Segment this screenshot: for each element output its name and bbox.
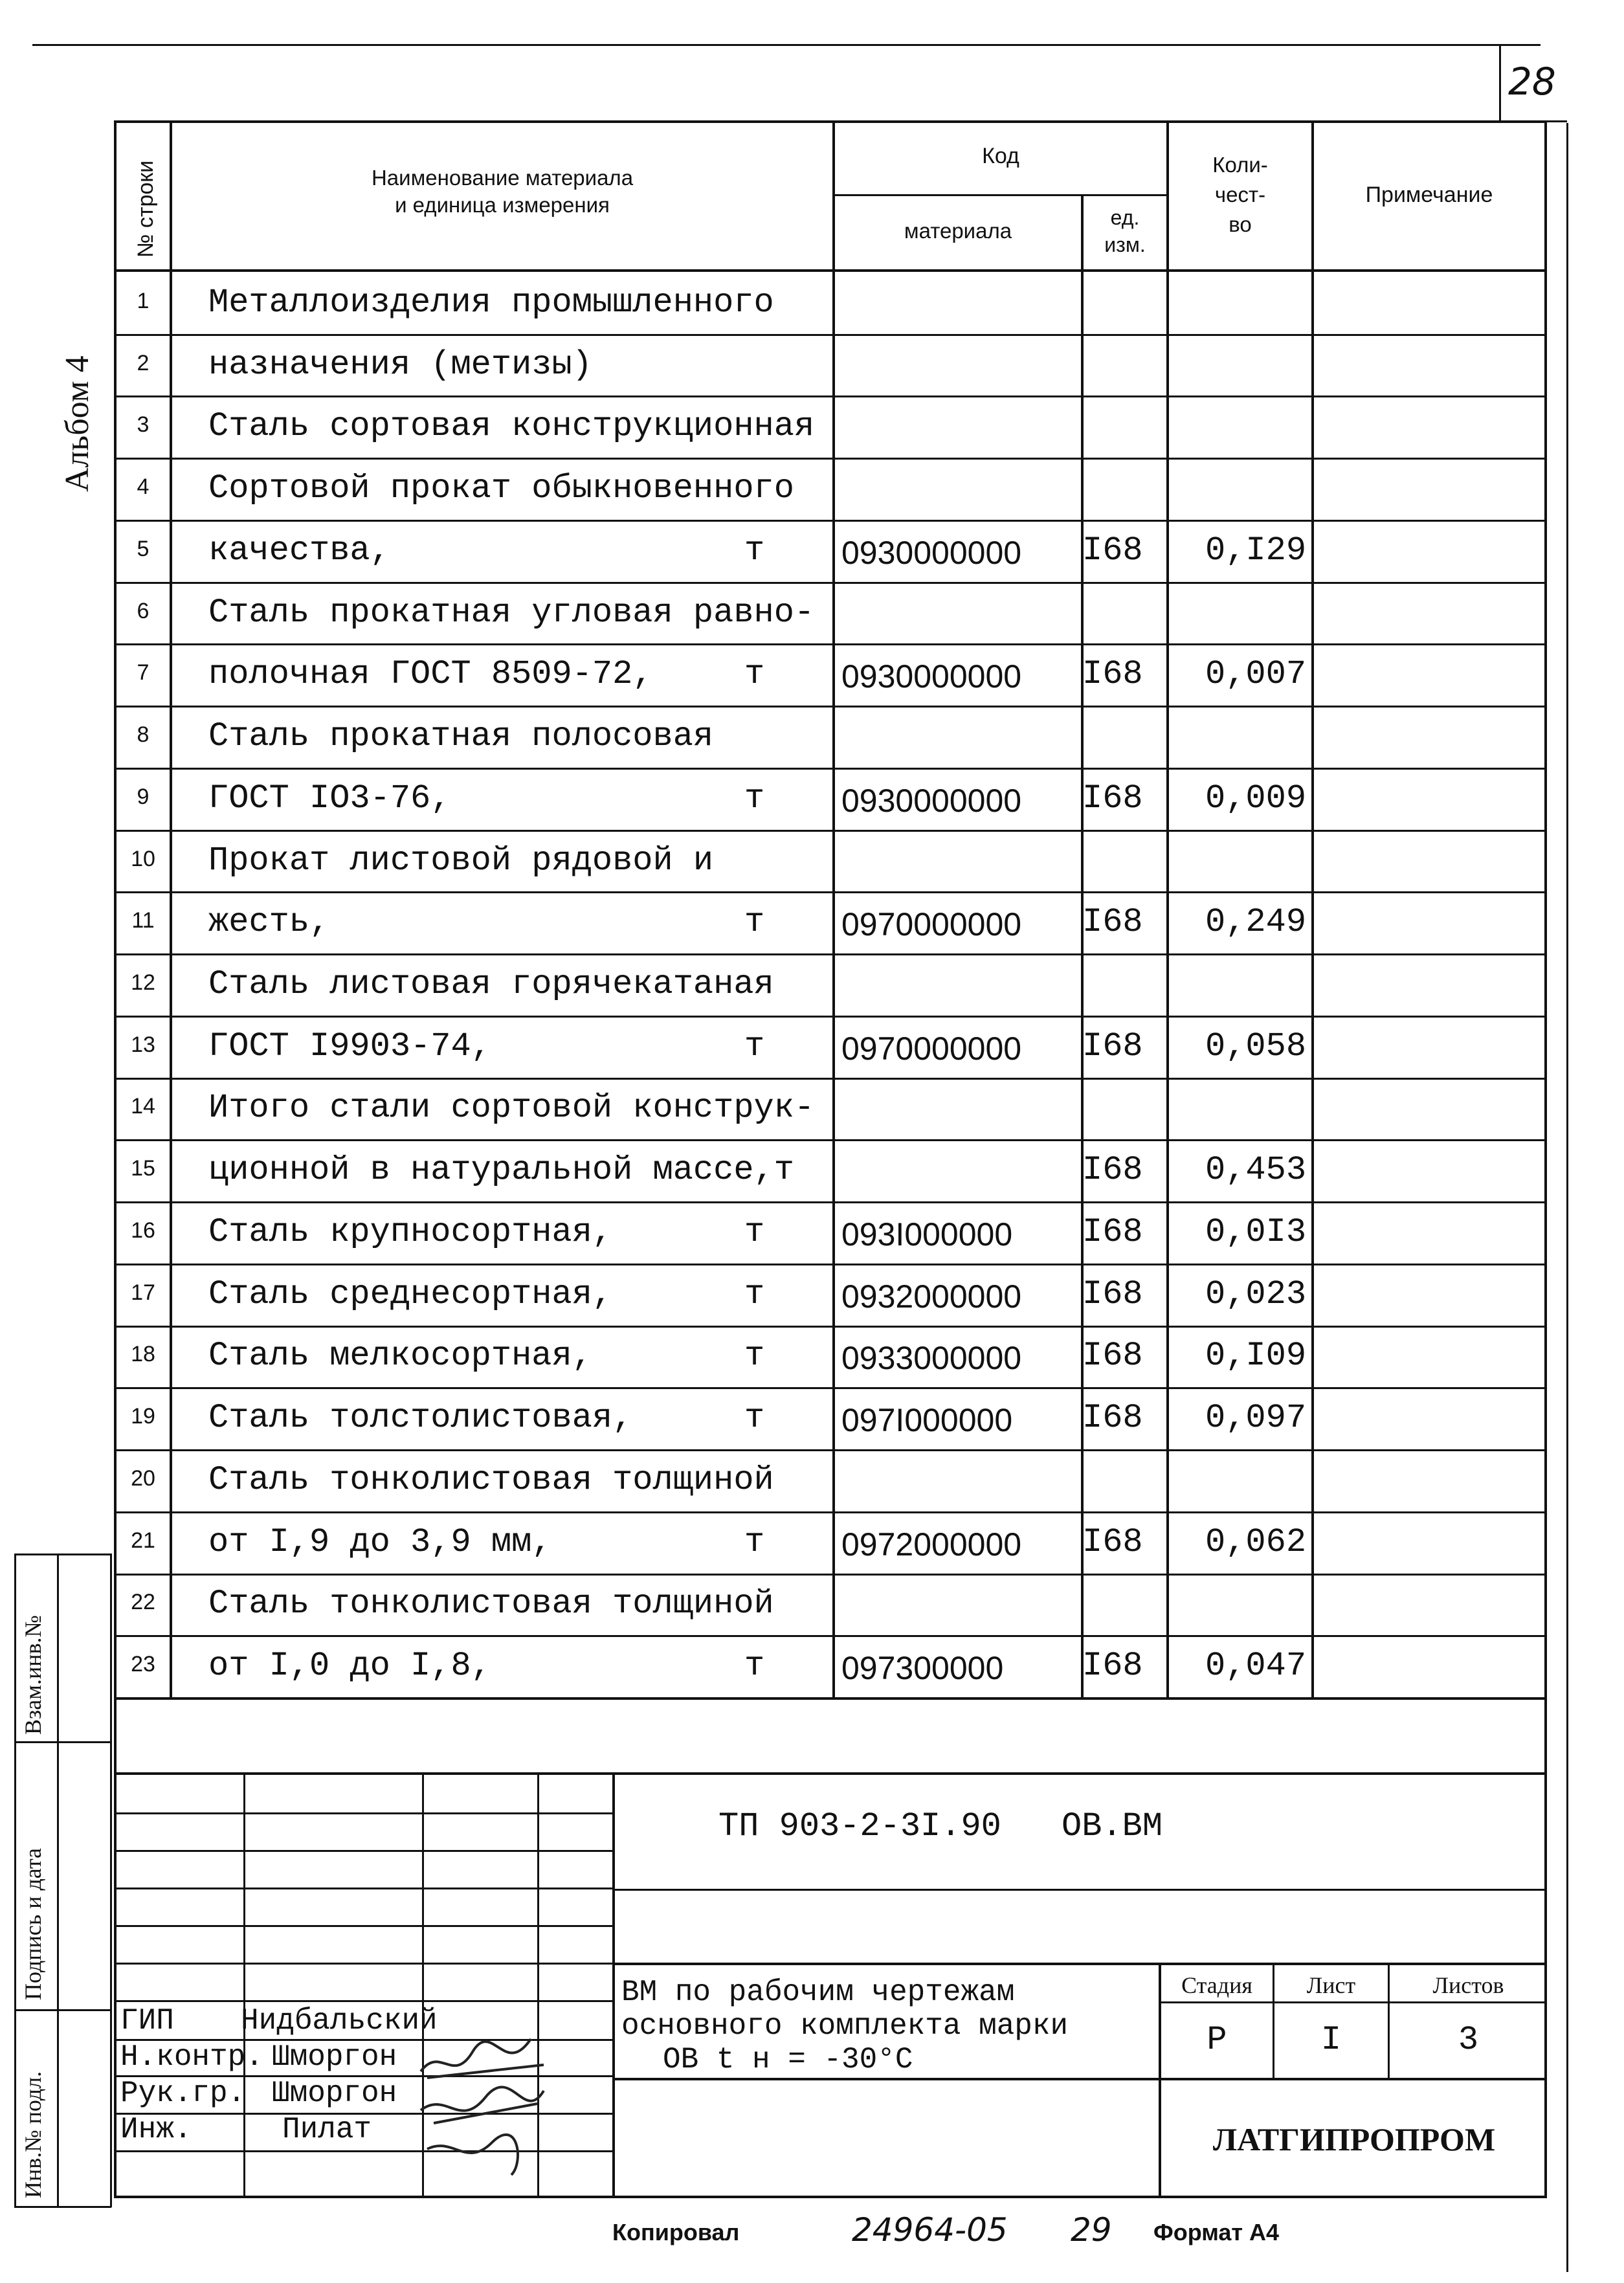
- row-divider: [114, 334, 1547, 336]
- row-divider: [114, 953, 1547, 955]
- signatures-icon: [414, 2026, 563, 2181]
- row-name: назначения (метизы): [208, 345, 592, 384]
- row-unit: т: [744, 1212, 765, 1251]
- sheet-value: I: [1320, 2021, 1342, 2059]
- row-divider: [114, 1201, 1547, 1203]
- row-number: 20: [131, 1465, 155, 1491]
- side-stamp-top: [14, 1554, 111, 1555]
- row-divider: [114, 1078, 1547, 1080]
- row-unit: т: [744, 1647, 765, 1686]
- row-unit: т: [744, 1027, 765, 1065]
- col-line-5: [1311, 120, 1314, 1700]
- row-name: от I,9 до 3,9 мм,: [208, 1522, 552, 1561]
- row-qty: 0,097: [1205, 1399, 1307, 1438]
- right-border-line: [1566, 123, 1568, 2272]
- row-name: Сталь тонколистовая толщиной: [208, 1460, 774, 1499]
- side-stamp-left: [14, 1554, 16, 2207]
- table-body-bottom: [114, 1697, 1547, 1700]
- row-name: ГОСТ I9903-74,: [208, 1027, 491, 1065]
- side-stamp-right: [110, 1554, 112, 2207]
- row-ed: I68: [1082, 779, 1143, 818]
- row-number: 12: [131, 970, 155, 995]
- row-divider: [114, 830, 1547, 832]
- row-ed: I68: [1082, 1027, 1143, 1065]
- tb-code-bottom: [612, 1889, 1547, 1891]
- row-name: полочная ГОСТ 8509-72,: [208, 655, 653, 694]
- doc-desc-line3: ОВ t н = -30°С: [663, 2043, 913, 2077]
- row-name: Сталь тонколистовая толщиной: [208, 1585, 774, 1623]
- header-row-no: № строки: [133, 160, 158, 258]
- row-name: Сталь листовая горячекатаная: [208, 965, 774, 1003]
- col-line-3: [1081, 194, 1084, 1700]
- row-ed: I68: [1082, 655, 1143, 694]
- row-divider: [114, 458, 1547, 460]
- row-qty: 0,I29: [1205, 531, 1307, 570]
- sheets-label: Листов: [1432, 1972, 1504, 1998]
- row-ed: I68: [1082, 1337, 1143, 1375]
- row-unit: т: [744, 779, 765, 818]
- row-code: 0970000000: [841, 1030, 1022, 1067]
- row-name: Итого стали сортовой конструк-: [208, 1089, 815, 1128]
- row-divider: [114, 1264, 1547, 1265]
- side-stamp-inner: [57, 1554, 59, 2207]
- row-number: 1: [137, 288, 150, 313]
- header-qty-3: во: [1229, 212, 1252, 236]
- row-code: 0972000000: [841, 1526, 1022, 1563]
- tb-left-row-line: [114, 1888, 614, 1889]
- row-ed: I68: [1082, 1399, 1143, 1438]
- row-divider: [114, 1574, 1547, 1576]
- row-ed: I68: [1082, 1212, 1143, 1251]
- tb-col-a: [243, 1772, 245, 2197]
- top-border-line: [32, 44, 1541, 46]
- row-qty: 0,I09: [1205, 1337, 1307, 1375]
- row-number: 2: [137, 350, 150, 375]
- row-divider: [114, 768, 1547, 770]
- row-code: 0930000000: [841, 782, 1022, 819]
- row-code: 097I000000: [841, 1402, 1013, 1439]
- side-inv-zam: Взам.инв.№: [20, 1615, 46, 1735]
- tb-desc-bottom: [612, 2078, 1547, 2080]
- row-code: 093I000000: [841, 1216, 1013, 1253]
- row-code: 0930000000: [841, 658, 1022, 695]
- row-divider: [114, 1387, 1547, 1389]
- row-code: 0970000000: [841, 906, 1022, 943]
- row-number: 6: [137, 598, 150, 623]
- stage-label: Стадия: [1181, 1972, 1252, 1998]
- row-number: 7: [137, 660, 150, 685]
- header-code-material: материала: [904, 219, 1012, 243]
- code-subheader-line: [832, 194, 1166, 196]
- row-number: 11: [131, 908, 155, 933]
- row-name: Сталь толстолистовая,: [208, 1399, 633, 1438]
- row-unit: т: [744, 1275, 765, 1313]
- tb-left-row-line: [114, 1850, 614, 1852]
- row-number: 10: [131, 846, 155, 871]
- organization-name: ЛАТГИПРОПРОМ: [1212, 2121, 1496, 2157]
- header-bottom: [114, 269, 1547, 272]
- row-divider: [114, 706, 1547, 707]
- header-code-unit-2: изм.: [1104, 233, 1146, 256]
- row-ed: I68: [1082, 1647, 1143, 1686]
- row-name: Сталь среднесортная,: [208, 1275, 613, 1313]
- row-code: 0930000000: [841, 534, 1022, 571]
- tb-person-role: Рук.гр.: [120, 2077, 246, 2110]
- page-number: 28: [1508, 60, 1556, 104]
- tb-col-d: [612, 1772, 615, 2197]
- row-unit: т: [744, 1399, 765, 1438]
- header-name-line2: и единица измерения: [395, 193, 610, 217]
- row-unit: т: [744, 1522, 765, 1561]
- row-qty: 0,023: [1205, 1275, 1307, 1313]
- side-stamp-bottom: [14, 2206, 111, 2208]
- footer-handwritten-page: 29: [1071, 2211, 1112, 2249]
- row-number: 16: [131, 1218, 155, 1243]
- header-qty-2: чест-: [1214, 183, 1266, 206]
- row-name: ГОСТ IO3-76,: [208, 779, 451, 818]
- tb-person-name: Пилат: [282, 2113, 372, 2146]
- tb-person-name: Шморгон: [272, 2040, 397, 2074]
- row-name: качества,: [208, 531, 390, 570]
- footer-handwritten-no: 24964-05: [852, 2211, 1008, 2249]
- row-divider: [114, 1449, 1547, 1451]
- tb-person-role: Н.контр.: [120, 2040, 263, 2074]
- row-number: 13: [131, 1032, 155, 1057]
- header-note: Примечание: [1365, 183, 1493, 207]
- row-name: Сортовой прокат обыкновенного: [208, 469, 794, 508]
- row-divider: [114, 1511, 1547, 1513]
- col-line-4: [1166, 120, 1169, 1700]
- tb-person-name: Нидбальский: [241, 2004, 438, 2038]
- doc-code: ТП 903-2-3I.90: [718, 1807, 1001, 1845]
- row-number: 4: [137, 474, 150, 500]
- row-divider: [114, 520, 1547, 522]
- side-stamp-div1: [14, 1741, 111, 1743]
- row-unit: т: [744, 903, 765, 942]
- row-ed: I68: [1082, 903, 1143, 942]
- row-name: Прокат листовой рядовой и: [208, 841, 714, 880]
- row-name: Металлоизделия промышленного: [208, 283, 774, 322]
- row-name: Сталь мелкосортная,: [208, 1337, 592, 1375]
- row-name: от I,0 до I,8,: [208, 1647, 491, 1686]
- footer-format: Формат А4: [1153, 2219, 1280, 2245]
- row-number: 23: [131, 1652, 155, 1677]
- row-divider: [114, 1016, 1547, 1018]
- tb-person-role: Инж.: [120, 2113, 192, 2146]
- row-number: 18: [131, 1342, 155, 1367]
- tb-left-row-line: [114, 2000, 614, 2002]
- side-signature-date: Подпись и дата: [20, 1848, 46, 2000]
- row-divider: [114, 1139, 1547, 1141]
- row-code: 0932000000: [841, 1278, 1022, 1315]
- header-name-line1: Наименование материала: [371, 166, 634, 190]
- row-divider: [114, 891, 1547, 893]
- tb-desc-top: [612, 1963, 1547, 1965]
- row-ed: I68: [1082, 1151, 1143, 1190]
- row-qty: 0,062: [1205, 1522, 1307, 1561]
- row-number: 5: [137, 536, 150, 561]
- row-ed: I68: [1082, 1275, 1143, 1313]
- tb-stage-header-line: [1159, 2001, 1547, 2003]
- row-divider: [114, 643, 1547, 645]
- doc-desc-line1: ВМ по рабочим чертежам: [621, 1976, 1015, 2009]
- row-qty: 0,249: [1205, 903, 1307, 942]
- header-qty-1: Коли-: [1212, 153, 1268, 177]
- row-divider: [114, 1635, 1547, 1637]
- table-right: [1544, 120, 1547, 2198]
- row-code: 097300000: [841, 1650, 1004, 1687]
- row-qty: 0,0I3: [1205, 1212, 1307, 1251]
- table-bottom: [114, 2196, 1547, 2198]
- row-number: 8: [137, 722, 150, 748]
- tb-left-row-line: [114, 1963, 614, 1965]
- col-line-2: [832, 120, 835, 1700]
- side-inv-podl: Инв.№ подл.: [20, 2071, 46, 2198]
- row-qty: 0,453: [1205, 1151, 1307, 1190]
- row-divider: [114, 582, 1547, 584]
- row-number: 14: [131, 1094, 155, 1119]
- row-divider: [114, 1326, 1547, 1328]
- row-qty: 0,007: [1205, 655, 1307, 694]
- row-ed: I68: [1082, 1522, 1143, 1561]
- row-ed: I68: [1082, 531, 1143, 570]
- row-number: 19: [131, 1404, 155, 1429]
- tb-left-row-line: [114, 1925, 614, 1927]
- col-line-1: [170, 120, 172, 1700]
- row-qty: 0,009: [1205, 779, 1307, 818]
- row-name: Сталь прокатная полосовая: [208, 717, 714, 756]
- row-name: Сталь крупносортная,: [208, 1212, 613, 1251]
- row-name: жесть,: [208, 903, 330, 942]
- row-divider: [114, 395, 1547, 397]
- tb-person-role: ГИП: [120, 2004, 174, 2038]
- table-top: [114, 120, 1547, 123]
- stage-value: Р: [1207, 2021, 1227, 2059]
- header-code-unit-1: ед.: [1110, 206, 1140, 229]
- row-unit: т: [744, 1337, 765, 1375]
- tb-top: [114, 1772, 1547, 1775]
- row-unit: т: [744, 655, 765, 694]
- row-number: 17: [131, 1280, 155, 1305]
- row-unit: т: [744, 531, 765, 570]
- album-label: Альбом 4: [59, 355, 96, 492]
- row-name: Сталь сортовая конструкционная: [208, 407, 815, 446]
- row-name: ционной в натуральной массе,т: [208, 1151, 794, 1190]
- row-qty: 0,058: [1205, 1027, 1307, 1065]
- row-number: 9: [137, 784, 150, 809]
- row-qty: 0,047: [1205, 1647, 1307, 1686]
- doc-mark: ОВ.ВМ: [1062, 1807, 1163, 1845]
- row-number: 3: [137, 412, 150, 438]
- tb-person-name: Шморгон: [272, 2077, 397, 2110]
- header-code: Код: [982, 144, 1019, 168]
- side-stamp-div2: [14, 2009, 111, 2011]
- row-name: Сталь прокатная угловая равно-: [208, 593, 815, 632]
- doc-desc-line2: основного комплекта марки: [621, 2009, 1069, 2043]
- row-code: 0933000000: [841, 1340, 1022, 1377]
- sheet-label: Лист: [1306, 1972, 1356, 1998]
- footer-copied: Копировал: [612, 2219, 740, 2245]
- row-number: 21: [131, 1528, 155, 1553]
- page-number-box-left: [1499, 44, 1501, 122]
- sheets-value: 3: [1458, 2021, 1479, 2059]
- row-number: 22: [131, 1590, 155, 1615]
- tb-left-row-line: [114, 1812, 614, 1814]
- row-number: 15: [131, 1156, 155, 1181]
